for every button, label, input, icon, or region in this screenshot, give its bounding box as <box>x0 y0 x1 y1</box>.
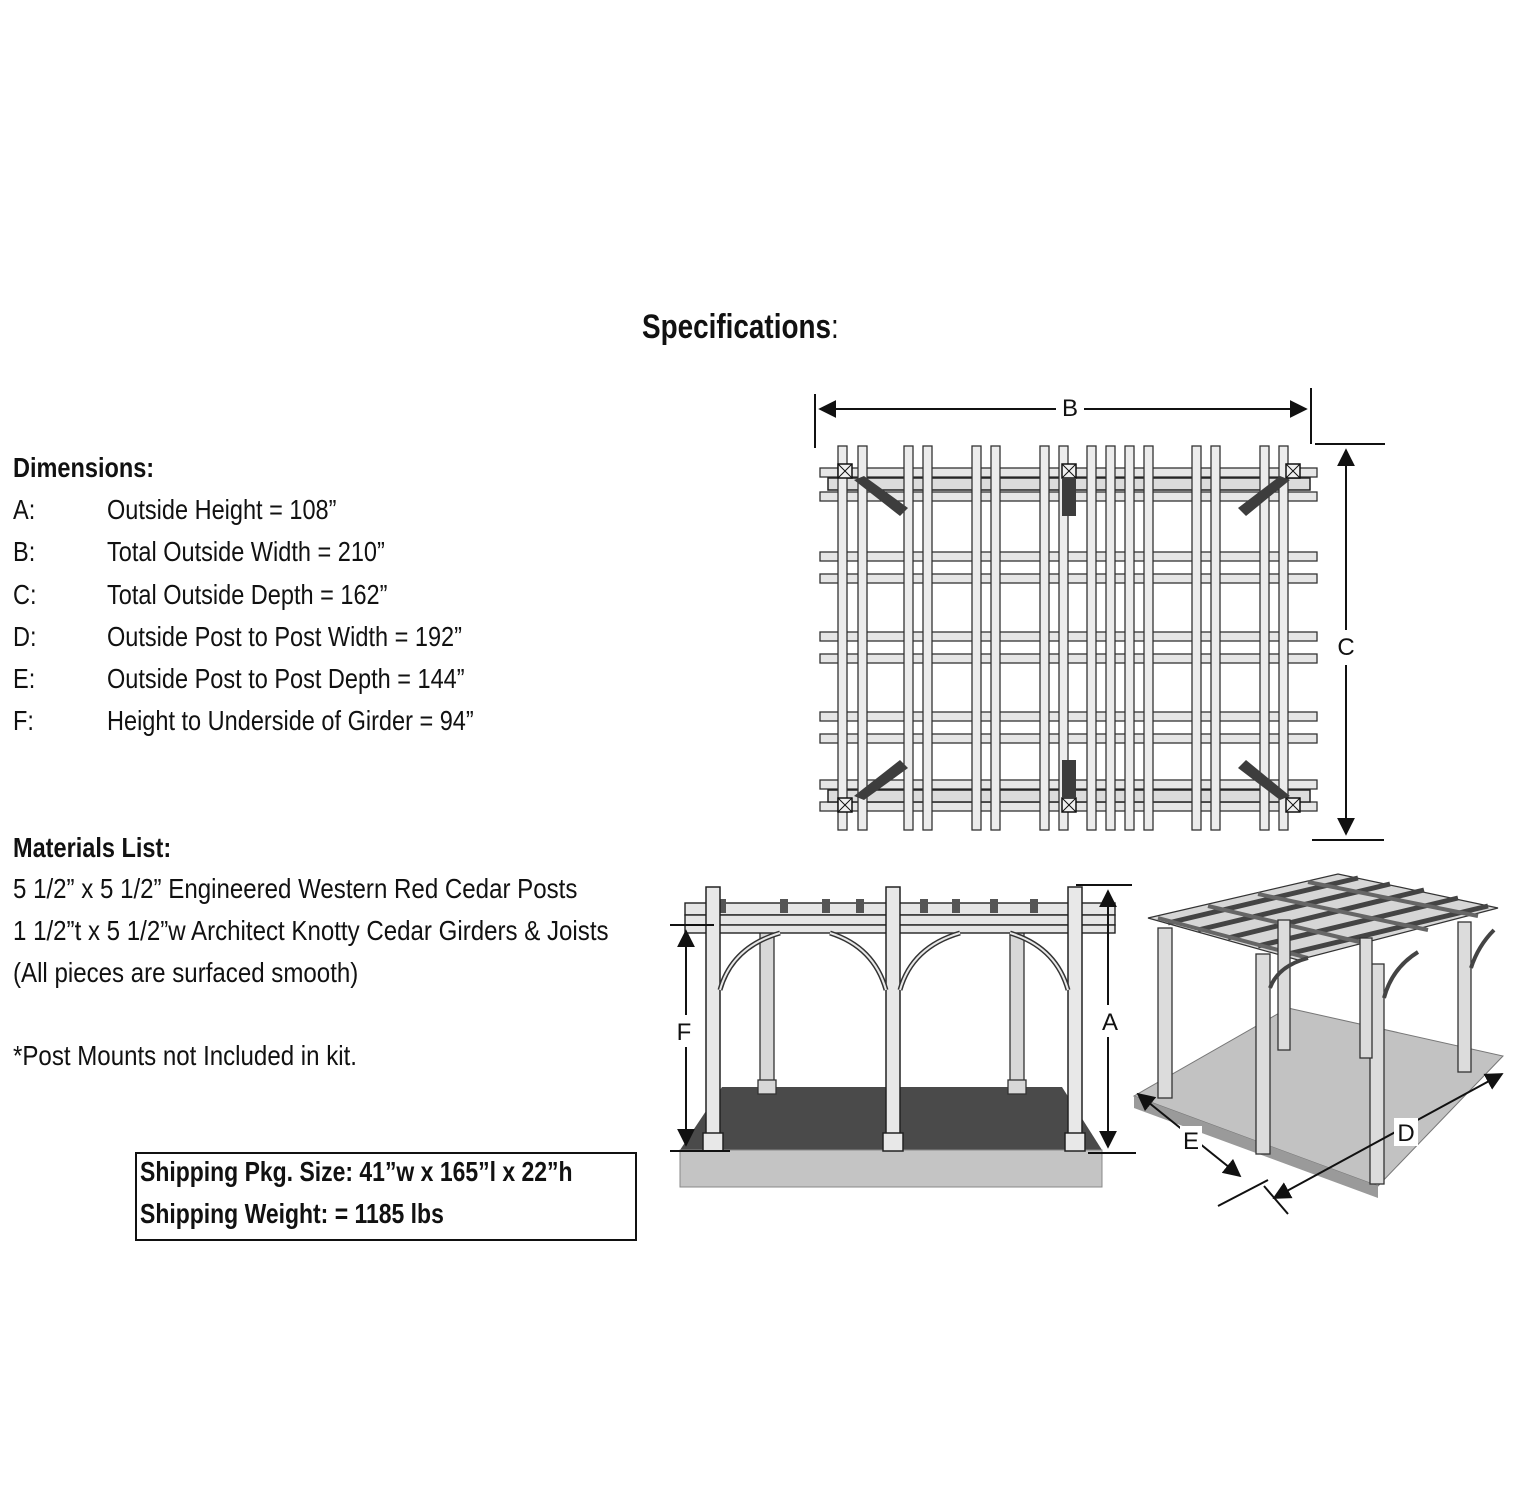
dimension-text: Height to Underside of Girder = 94” <box>107 705 474 736</box>
page-title-colon: : <box>831 308 839 346</box>
dimension-text: Total Outside Width = 210” <box>107 536 385 567</box>
page-title-text: Specifications <box>642 308 832 346</box>
material-line: (All pieces are surfaced smooth) <box>13 957 359 988</box>
label-f: F <box>676 1019 692 1046</box>
page-title <box>642 308 839 347</box>
plan-view-diagram <box>800 380 1400 850</box>
post-mount-note: *Post Mounts not Included in kit. <box>13 1040 357 1071</box>
label-a: A <box>1101 1009 1119 1036</box>
label-b: B <box>1061 395 1079 422</box>
dimension-text: Total Outside Depth = 162” <box>107 579 388 610</box>
material-line: 1 1/2”t x 5 1/2”w Architect Knotty Cedar Girders & Joists <box>13 915 609 946</box>
materials-title: Materials List: <box>13 832 172 863</box>
perspective-view-diagram <box>1128 868 1513 1218</box>
dimension-letter: E: <box>13 663 36 694</box>
dimension-text: Outside Height = 108” <box>107 494 337 525</box>
label-c: C <box>1337 634 1355 661</box>
dimension-letter: C: <box>13 579 37 610</box>
perspective-floor <box>1134 1008 1503 1186</box>
label-e: E <box>1182 1128 1200 1155</box>
front-floor-edge <box>680 1150 1102 1187</box>
label-d: D <box>1397 1120 1415 1147</box>
dimension-letter: F: <box>13 705 34 736</box>
shipping-size: Shipping Pkg. Size: 41”w x 165”l x 22”h <box>140 1156 573 1187</box>
dimension-letter: A: <box>13 494 36 525</box>
dimension-text: Outside Post to Post Width = 192” <box>107 621 462 652</box>
dimension-text: Outside Post to Post Depth = 144” <box>107 663 465 694</box>
material-line: 5 1/2” x 5 1/2” Engineered Western Red Cedar Posts <box>13 873 578 904</box>
shipping-box <box>135 1152 637 1241</box>
shipping-weight: Shipping Weight: = 1185 lbs <box>140 1198 444 1229</box>
front-view-diagram <box>670 875 1140 1195</box>
dimension-letter: B: <box>13 536 36 567</box>
dimension-letter: D: <box>13 621 37 652</box>
dimensions-title: Dimensions: <box>13 452 155 483</box>
